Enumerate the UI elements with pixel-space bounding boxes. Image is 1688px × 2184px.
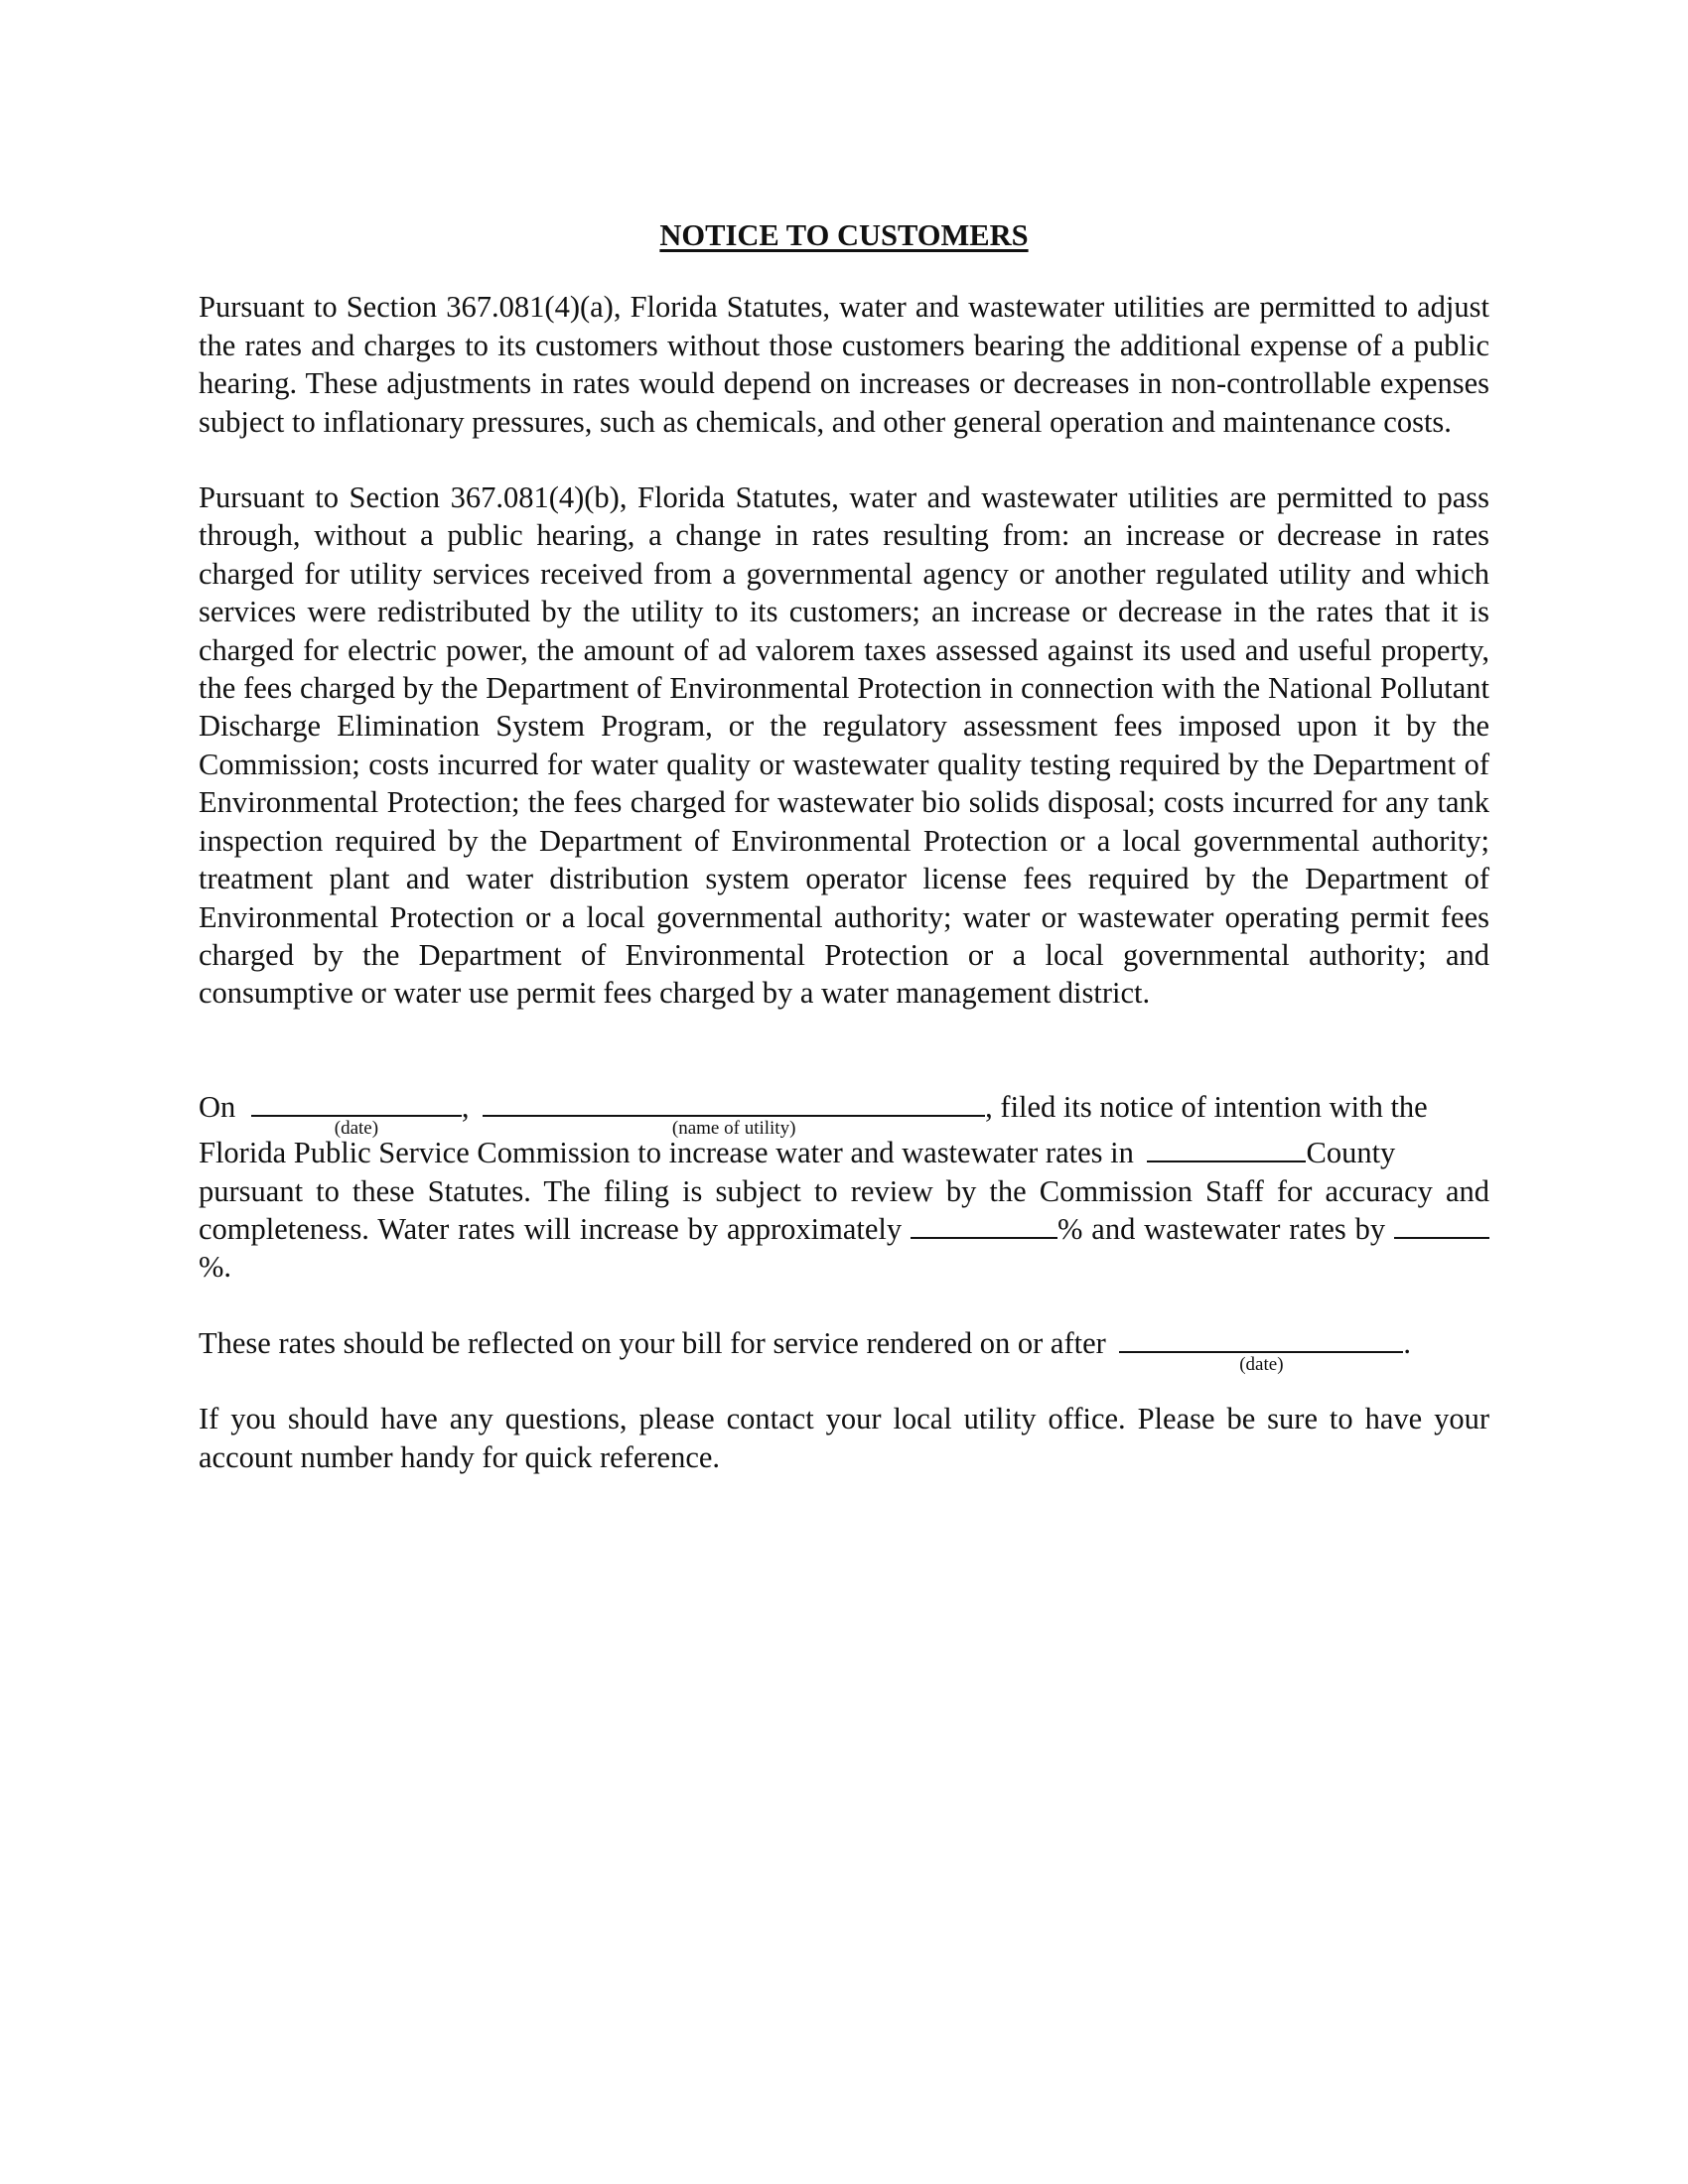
wastewater-percent-blank[interactable] bbox=[1394, 1211, 1489, 1239]
utility-caption: (name of utility) bbox=[671, 1117, 796, 1139]
notice-document bbox=[199, 216, 1489, 1476]
utility-name-blank[interactable] bbox=[483, 1089, 985, 1139]
date-caption: (date) bbox=[334, 1117, 379, 1139]
comma-text: , bbox=[461, 1089, 470, 1124]
paragraph-section-4a: Pursuant to Section 367.081(4)(a), Florida Statutes, water and wastewater utilities are permitted to adjust the rates and charges to its customers without those customers bearing the additional expense of a public hearing. These adjustments in rates would depend on increases or decreases in non-controllable expenses subject to inflationary pressures, such as chemicals, and other general operation and maintenance costs. bbox=[199, 290, 1489, 439]
document-title: NOTICE TO CUSTOMERS bbox=[659, 218, 1029, 252]
effective-date-text: These rates should be reflected on your bill for service rendered on or after bbox=[199, 1325, 1106, 1360]
paragraph-effective-date bbox=[199, 1324, 1489, 1375]
commission-text: Florida Public Service Commission to increase water and wastewater rates in bbox=[199, 1136, 1134, 1170]
percent-end-text: %. bbox=[199, 1250, 232, 1285]
effective-date-caption: (date) bbox=[1239, 1353, 1284, 1375]
effective-date-line bbox=[199, 1324, 1489, 1375]
paragraph-contact: If you should have any questions, please contact your local utility office. Please be sure to have your account number handy for quick reference. bbox=[199, 1402, 1489, 1474]
county-blank[interactable] bbox=[1147, 1135, 1306, 1162]
filing-body bbox=[199, 1172, 1489, 1287]
filed-notice-text: , filed its notice of intention with the bbox=[985, 1089, 1428, 1124]
filing-line-2 bbox=[199, 1134, 1489, 1171]
county-label: County bbox=[1306, 1136, 1396, 1170]
paragraph-filing-notice bbox=[199, 1088, 1489, 1287]
by-label: by bbox=[1354, 1211, 1386, 1246]
effective-date-blank[interactable] bbox=[1119, 1325, 1403, 1375]
filing-body-text: pursuant to these Statutes. The filing is subject to review by the Commission Staff for accuracy and completeness. Water rates will increase by approximately bbox=[199, 1173, 1489, 1246]
water-rate-percent-blank[interactable] bbox=[911, 1211, 1057, 1239]
wastewater-rates-text: % and wastewater rates bbox=[1057, 1211, 1346, 1246]
on-label: On bbox=[199, 1089, 236, 1124]
period-text: . bbox=[1403, 1325, 1412, 1360]
filing-line-1 bbox=[199, 1088, 1489, 1139]
paragraph-section-4b: Pursuant to Section 367.081(4)(b), Florida Statutes, water and wastewater utilities are permitted to pass through, without a public hearing, a change in rates resulting from: an increase or decrease in rates charged for utility services received from a governmental agency or another regulated utility and which services were redistributed by the utility to its customers; an increase or decrease in the rates that it is charged for electric power, the amount of ad valorem taxes assessed against its used and useful property, the fees charged by the Department of Environmental Protection in connection with the National Pollutant Discharge Elimination System Program, or the regulatory assessment fees imposed upon it by the Commission; costs incurred for water quality or wastewater quality testing required by the Department of Environmental Protection; the fees charged for wastewater bio solids disposal; costs incurred for any tank inspection required by the Department of Environmental Protection or a local governmental authority; treatment plant and water distribution system operator license fees required by the Department of Environmental Protection or a local governmental authority; water or wastewater operating permit fees charged by the Department of Environmental Protection or a local governmental authority; and consumptive or water use permit fees charged by a water management district. bbox=[199, 480, 1489, 1011]
filing-date-blank[interactable] bbox=[251, 1089, 462, 1139]
